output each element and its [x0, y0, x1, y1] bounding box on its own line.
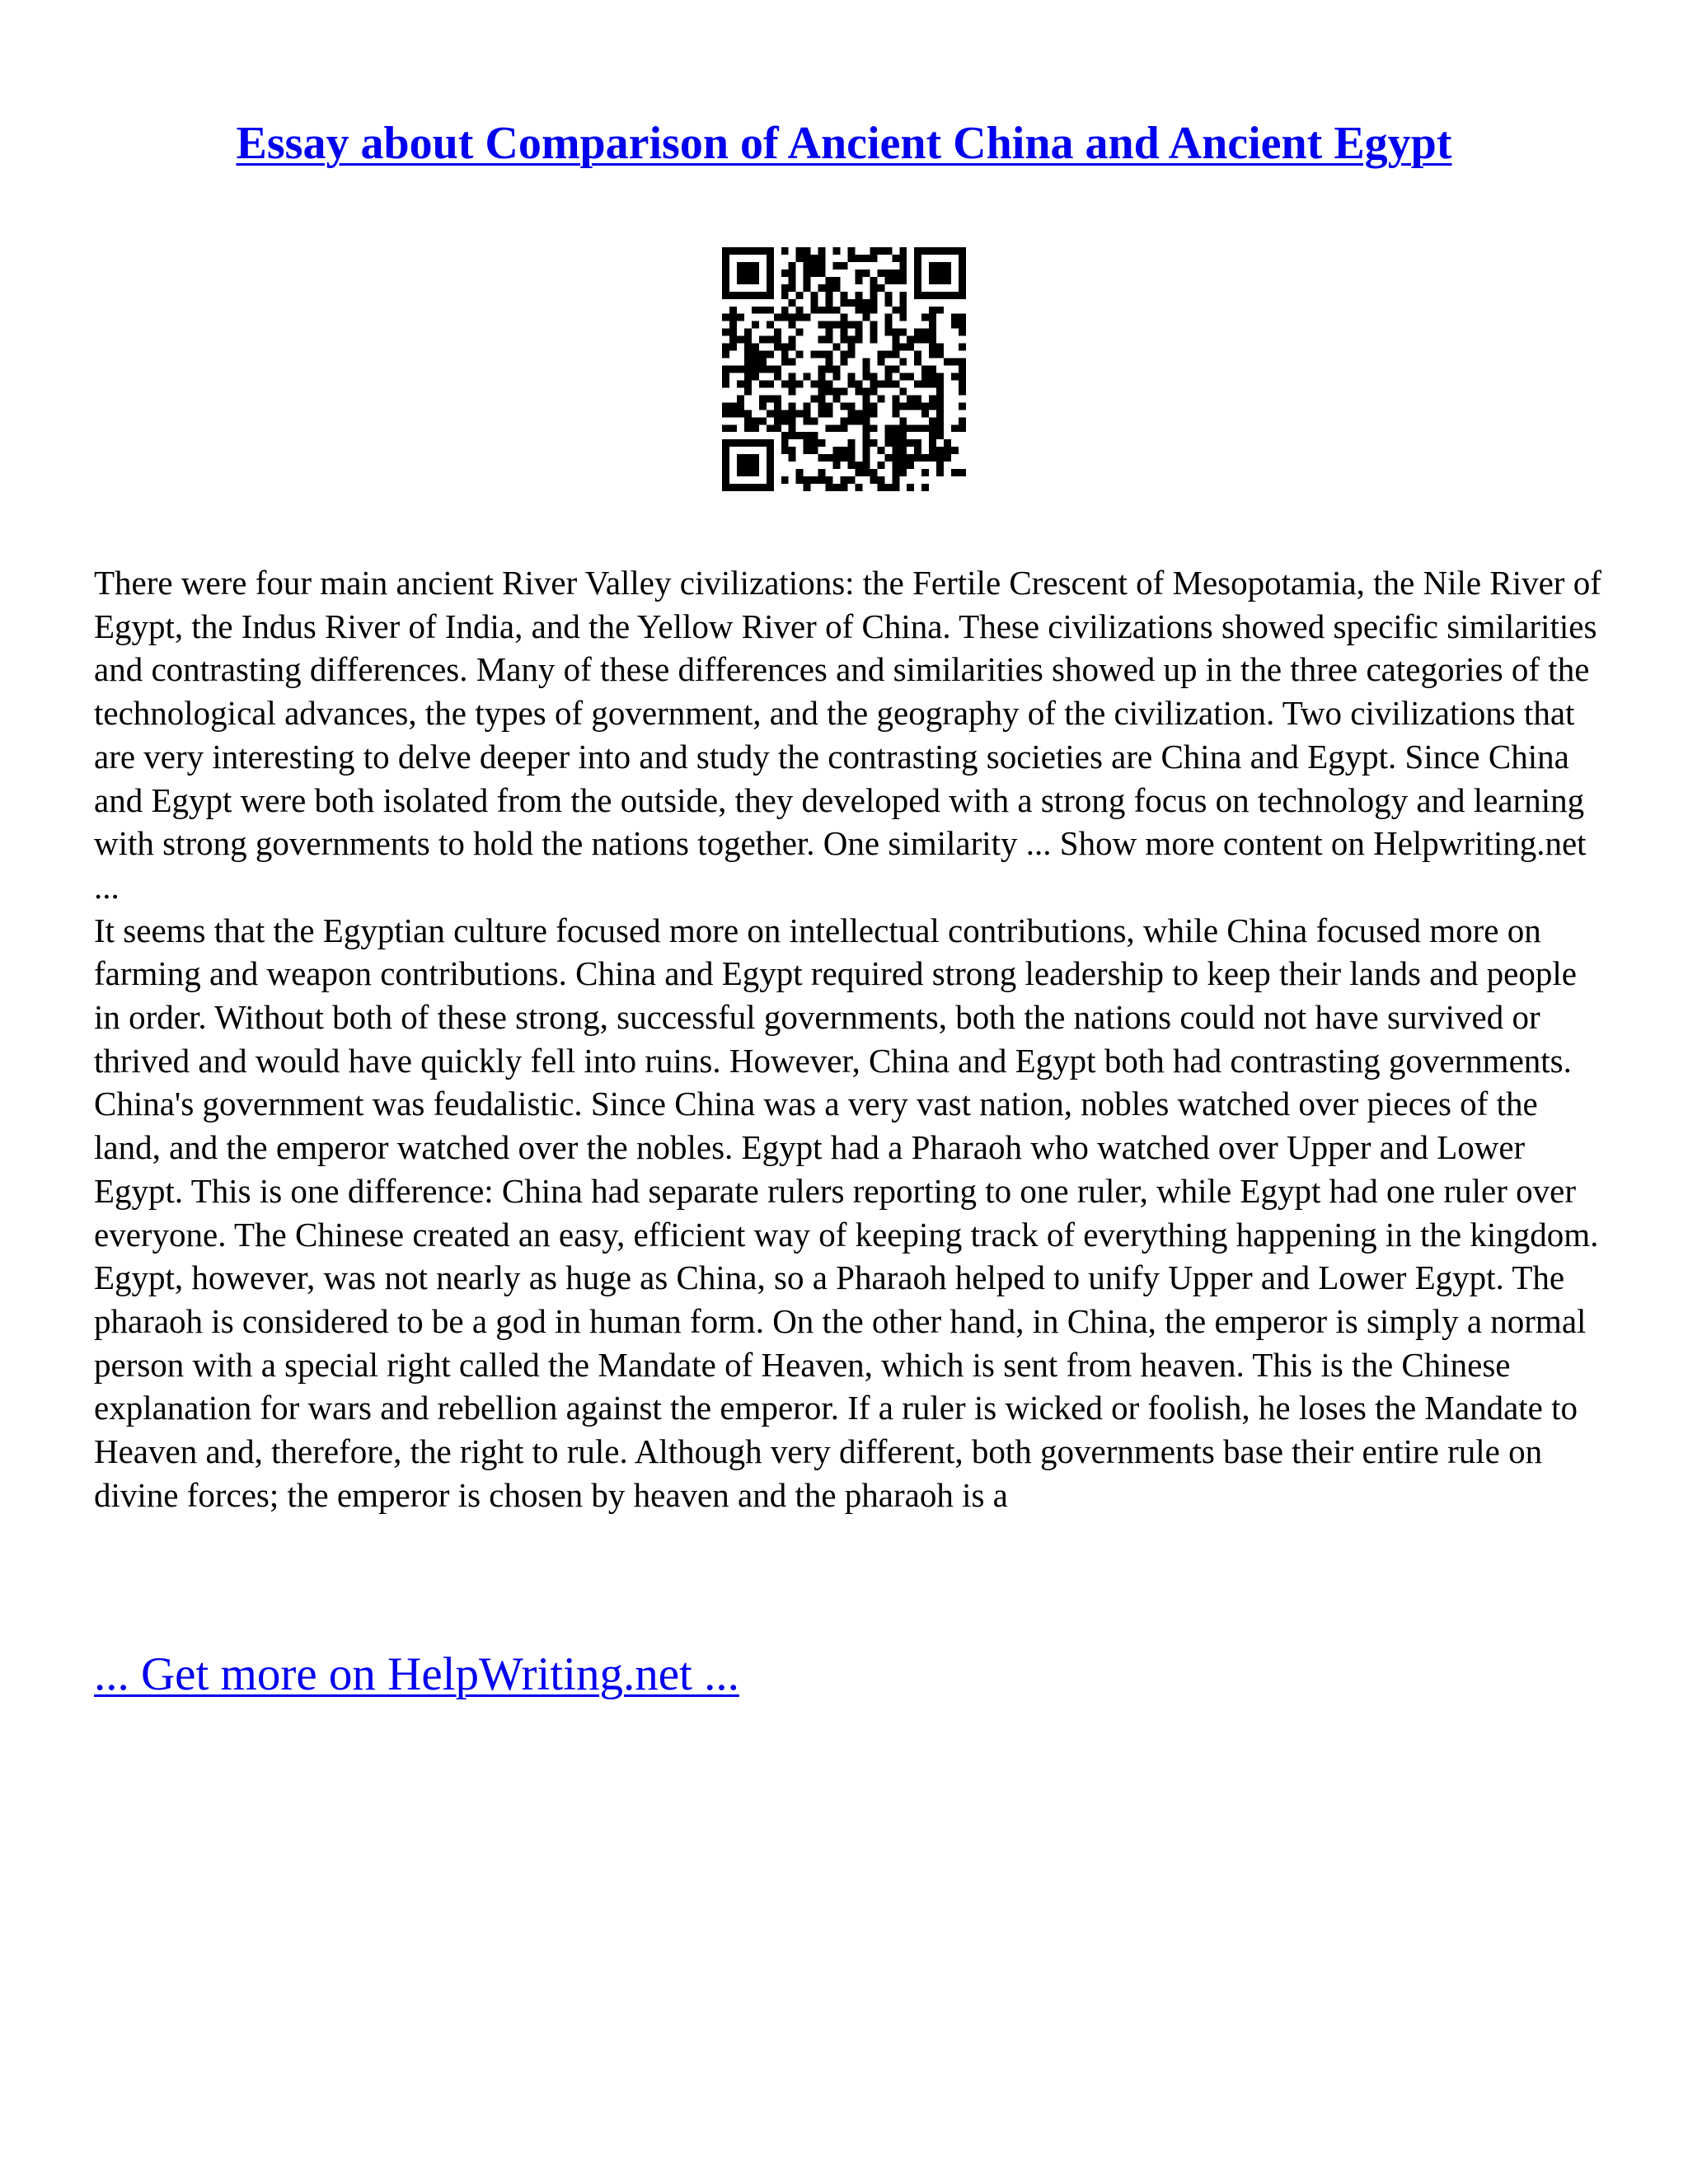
title-link[interactable]: Essay about Comparison of Ancient China and Ancient Egypt [236, 118, 1452, 169]
qr-code-icon [722, 247, 966, 491]
essay-paragraph-2: It seems that the Egyptian culture focused more on intellectual contributions, while China focused more on farming and weapon contributions. China and Egypt required strong leadership to keep their lands and people in order. Without both of these strong, successful governments, both the nations could not have survived or thrived and would have quickly fell into ruins. However, China and Egypt both had contrasting governments. China's government was feudalistic. Since China was a very vast nation, nobles watched over pieces of the land, and the emperor watched over the nobles. Egypt had a Pharaoh who watched over Upper and Lower Egypt. This is one difference: China had separate rulers reporting to one ruler, while Egypt had one ruler over everyone. The Chinese created an easy, efficient way of keeping track of everything happening in the kingdom. Egypt, however, was not nearly as huge as China, so a Pharaoh helped to unify Upper and Lower Egypt. The pharaoh is considered to be a god in human form. On the other hand, in China, the emperor is simply a normal person with a special right called the Mandate of Heaven, which is sent from heaven. This is the Chinese explanation for wars and rebellion against the emperor. If a ruler is wicked or foolish, he loses the Mandate to Heaven and, therefore, the right to rule. Although very different, both governments base their entire rule on divine forces; the emperor is chosen by heaven and the pharaoh is a [94, 911, 1599, 1514]
essay-body [94, 561, 1602, 1516]
essay-paragraph-1: There were four main ancient River Valley civilizations: the Fertile Crescent of Mesopotamia, the Nile River of Egypt, the Indus River of India, and the Yellow River of China. These civilizations showed specific similarities and contrasting differences. Many of these differences and similarities showed up in the three categories of the technological advances, the types of government, and the geography of the civilization. Two civilizations that are very interesting to delve deeper into and study the contrasting societies are China and Egypt. Since China and Egypt were both isolated from the outside, they developed with a strong focus on technology and learning with strong governments to hold the nations together. One similarity ... Show more content on Helpwriting.net ... [94, 564, 1601, 906]
page-title [0, 114, 1688, 173]
more-link-container [94, 1646, 739, 1704]
get-more-link[interactable]: ... Get more on HelpWriting.net ... [94, 1648, 739, 1700]
